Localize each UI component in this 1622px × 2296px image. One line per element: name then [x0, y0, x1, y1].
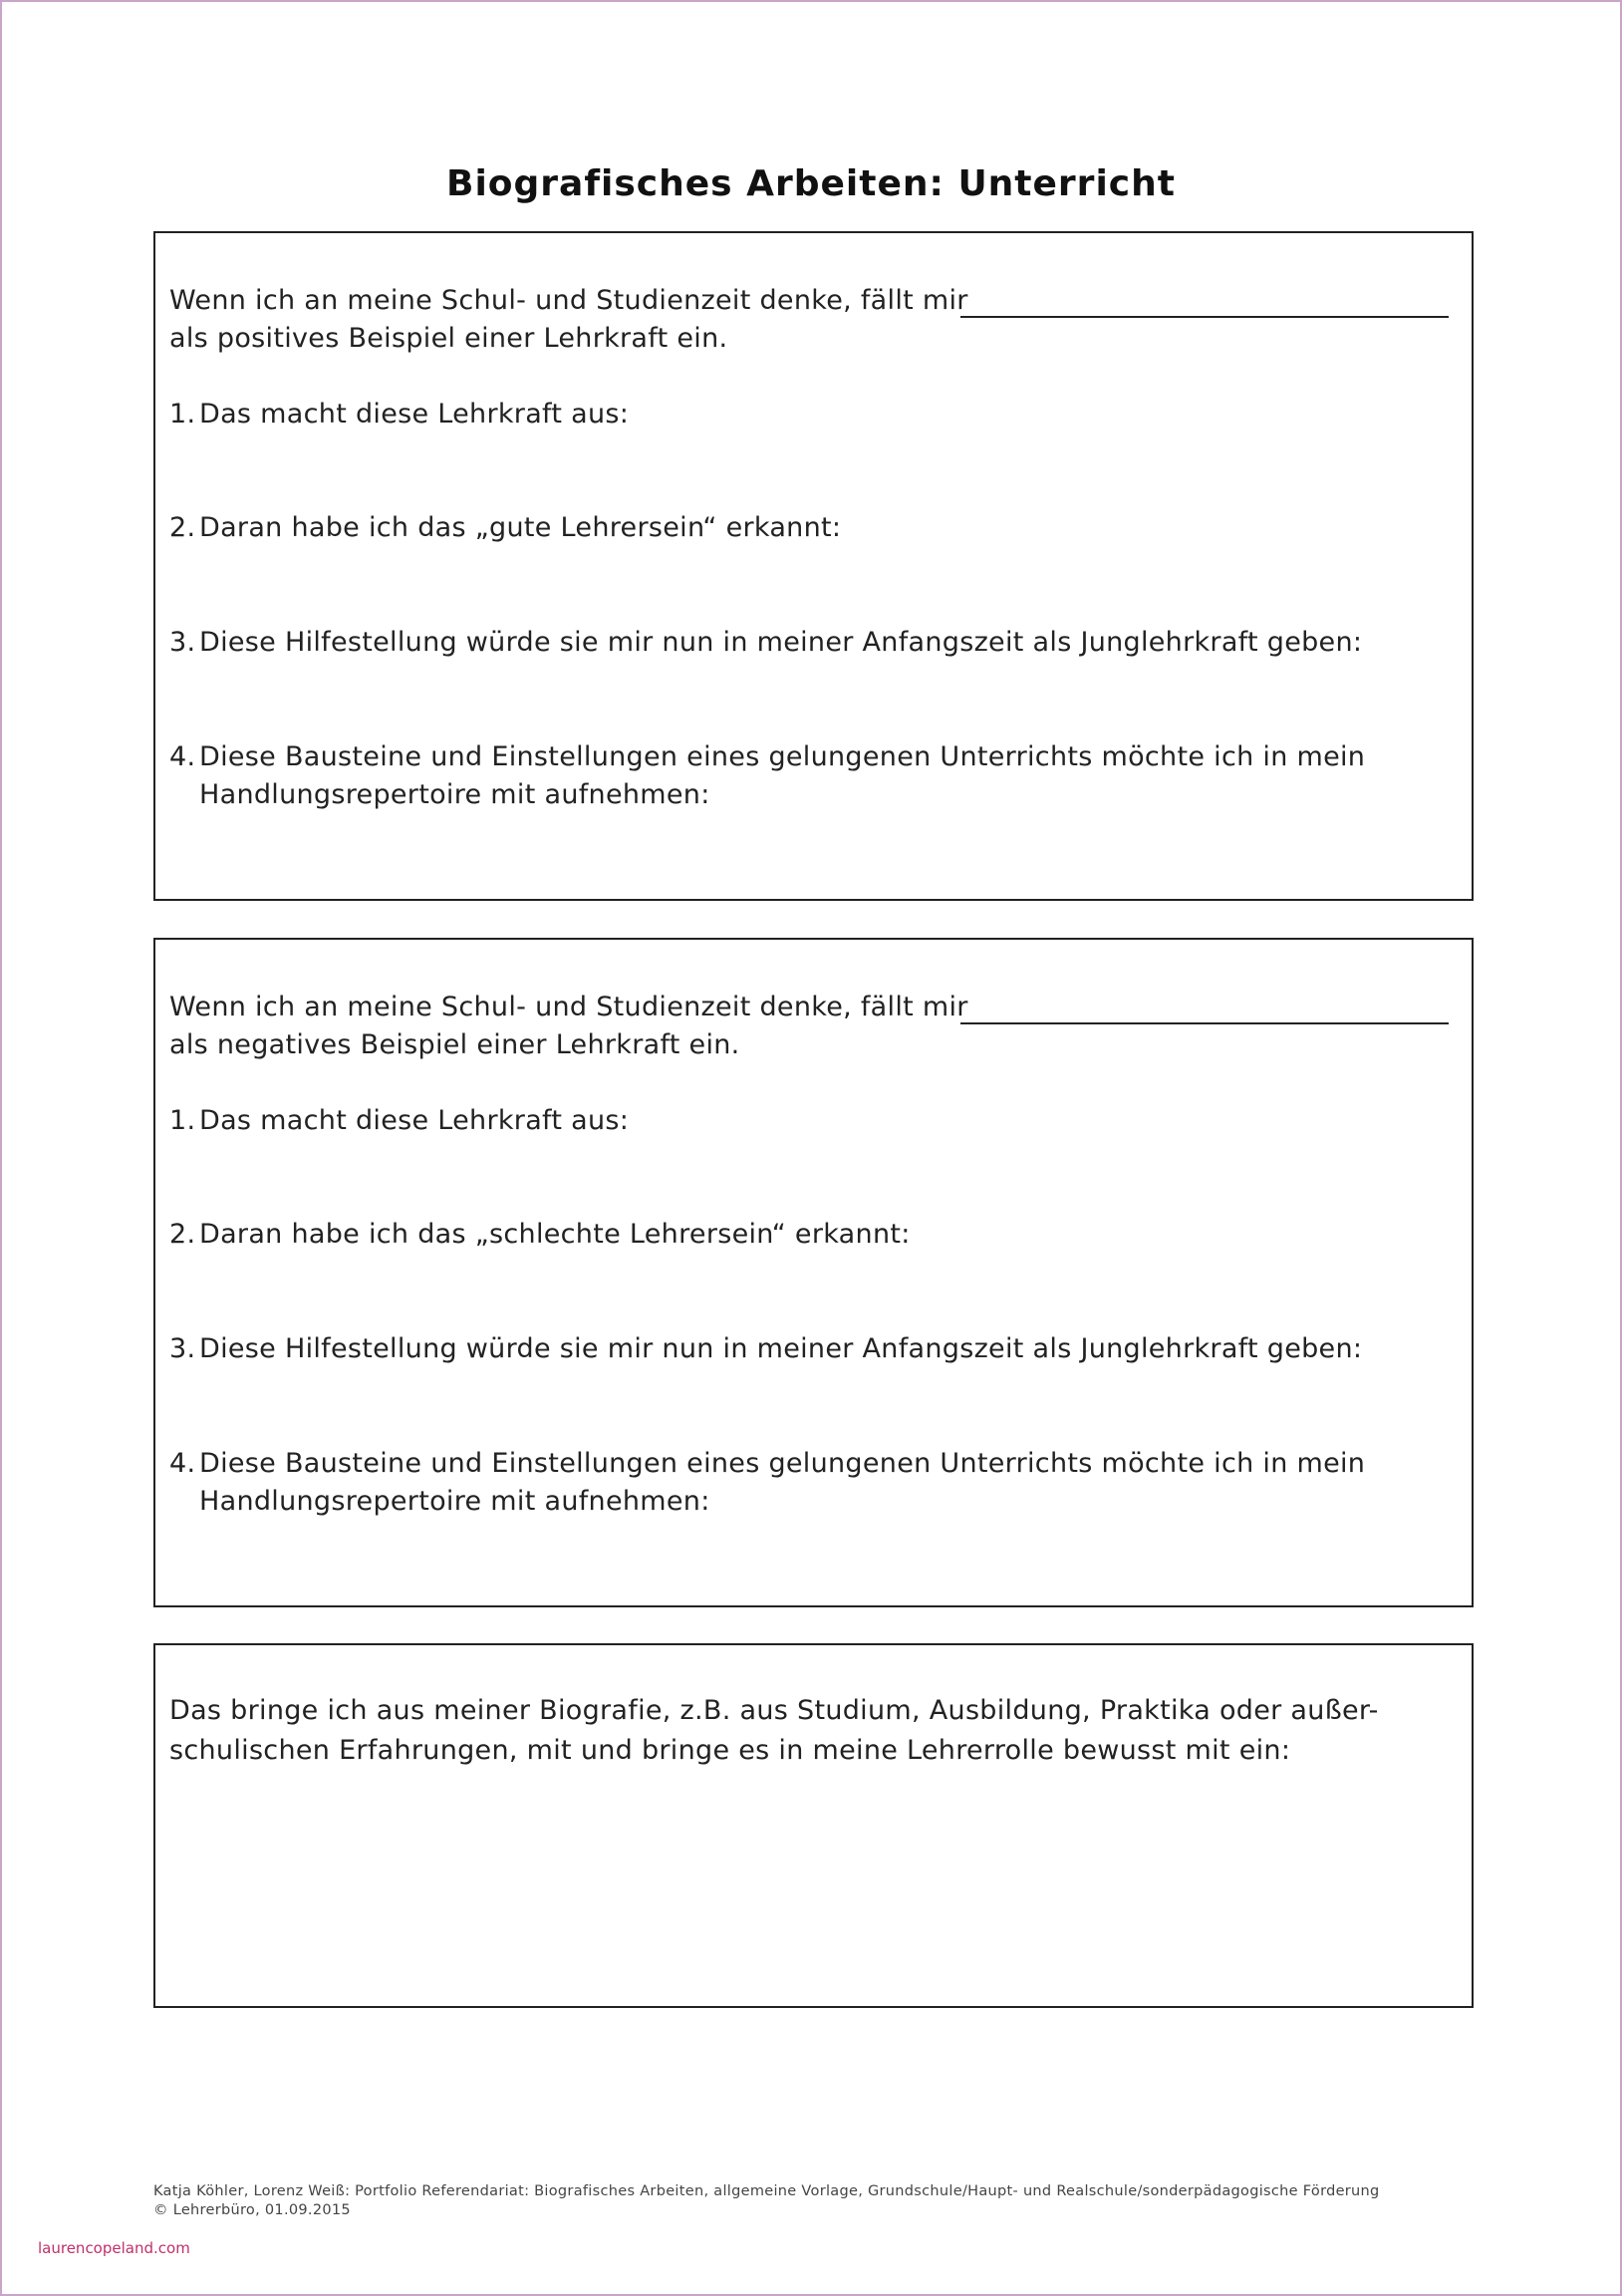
positive-intro-line1: Wenn ich an meine Schul- und Studienzeit denke, fällt mir: [169, 285, 968, 316]
question-number: 2.: [169, 512, 196, 543]
question-number: 4.: [169, 1448, 196, 1479]
question-number: 3.: [169, 1333, 196, 1364]
footer-citation: Katja Köhler, Lorenz Weiß: Portfolio Referendariat: Biografisches Arbeiten, allgemeine Vorlage, Grundschule/Haupt- und Realschule/sonderpädagogische Förderung: [153, 2183, 1380, 2199]
negative-question-4-line2: Handlungsrepertoire mit aufnehmen:: [199, 1486, 710, 1517]
negative-question-2: [169, 1215, 911, 1255]
positive-question-3: [169, 623, 1362, 663]
biography-line1: Das bringe ich aus meiner Biografie, z.B. aus Studium, Ausbildung, Praktika oder außer-: [169, 1695, 1379, 1726]
footer: [153, 2182, 1380, 2220]
negative-question-1: [169, 1101, 629, 1141]
question-text: Das macht diese Lehrkraft aus:: [199, 1105, 630, 1136]
positive-name-fill-line[interactable]: [960, 316, 1449, 318]
biography-line2: schulischen Erfahrungen, mit und bringe es in meine Lehrerrolle bewusst mit ein:: [169, 1735, 1291, 1766]
question-text: Diese Hilfestellung würde sie mir nun in meiner Anfangszeit als Junglehrkraft geben:: [199, 627, 1363, 658]
question-number: 3.: [169, 627, 196, 658]
positive-example-box: [153, 231, 1474, 901]
question-number: 1.: [169, 399, 196, 430]
question-text: Diese Bausteine und Einstellungen eines gelungenen Unterrichts möchte ich in mein: [199, 1448, 1366, 1479]
positive-question-2: [169, 508, 841, 548]
watermark: laurencopeland.com: [38, 2239, 190, 2257]
negative-question-4: [169, 1444, 1365, 1484]
negative-name-fill-line[interactable]: [960, 1022, 1449, 1024]
negative-example-box: [153, 938, 1474, 1607]
positive-intro-line2: als positives Beispiel einer Lehrkraft ein.: [169, 323, 728, 354]
question-text: Daran habe ich das „gute Lehrersein“ erkannt:: [199, 512, 842, 543]
question-text: Daran habe ich das „schlechte Lehrersein“ erkannt:: [199, 1219, 911, 1250]
question-text: Diese Bausteine und Einstellungen eines gelungenen Unterrichts möchte ich in mein: [199, 741, 1366, 772]
question-number: 1.: [169, 1105, 196, 1136]
question-number: 4.: [169, 741, 196, 772]
negative-intro-line2: als negatives Beispiel einer Lehrkraft ein.: [169, 1029, 740, 1060]
negative-intro-line1: Wenn ich an meine Schul- und Studienzeit denke, fällt mir: [169, 992, 968, 1022]
positive-question-4-line2: Handlungsrepertoire mit aufnehmen:: [199, 779, 710, 810]
positive-question-1: [169, 395, 629, 434]
question-text: Diese Hilfestellung würde sie mir nun in meiner Anfangszeit als Junglehrkraft geben:: [199, 1333, 1363, 1364]
question-number: 2.: [169, 1219, 196, 1250]
biography-box: [153, 1643, 1474, 2008]
positive-question-4: [169, 737, 1365, 777]
negative-question-3: [169, 1329, 1362, 1369]
footer-copyright: © Lehrerbüro, 01.09.2015: [153, 2202, 351, 2218]
page-title: Biografisches Arbeiten: Unterricht: [446, 163, 1176, 204]
question-text: Das macht diese Lehrkraft aus:: [199, 399, 630, 430]
